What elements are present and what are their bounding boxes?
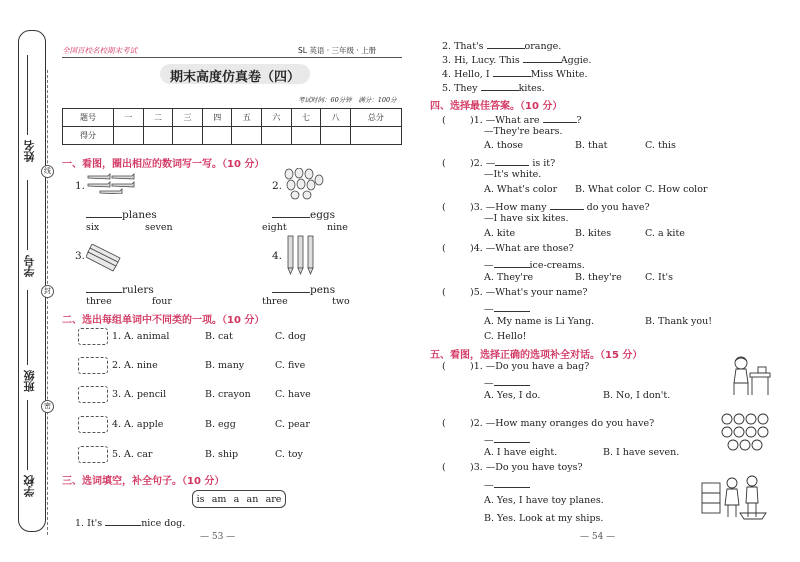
bank-word: a [233,493,240,505]
score-cell[interactable] [232,127,262,145]
item-number: 4. [272,250,283,262]
option-b[interactable]: B. crayon [205,389,251,400]
score-cell[interactable] [321,127,351,145]
school-label: 学校 [23,475,36,497]
option-b[interactable]: B. What color [575,184,641,195]
response: — [484,301,530,315]
row-number: 5. [112,449,122,460]
series-name: 全国百校名校期末考试 [62,46,137,55]
option-c[interactable]: C. this [645,140,676,151]
class-line [27,290,28,365]
time-score: 考试时间：60分钟 满分：100分 [298,96,397,104]
girl-desk-picture [728,355,772,397]
score-cell[interactable] [202,127,232,145]
question: ( )3. —How many do you have? [442,199,650,213]
header-rule [62,57,402,58]
section-3-title: 三、选词填空，补全句子。（10 分） [62,476,225,487]
option-word[interactable]: seven [145,222,173,233]
option-c[interactable]: C. How color [645,184,708,195]
item-number: 2. [272,180,283,192]
answer-paren[interactable]: ( [442,361,446,372]
class-label: 班级 [23,370,36,392]
option-a[interactable]: A. I have eight. [484,447,558,458]
score-table [62,108,402,145]
section-1-title: 一、看图，圈出相应的数词写一写。（10 分） [62,159,265,170]
id-line [27,180,28,250]
option-a[interactable]: A. My name is Li Yang. [484,316,595,327]
answer-box[interactable] [78,328,108,345]
table-cell: 四 [202,109,232,127]
name-line [27,55,28,135]
fill-blank[interactable] [493,66,531,77]
fill-sentence: 1. It's nice dog. [75,515,185,529]
oranges-picture [720,412,772,452]
option-word[interactable]: two [332,296,350,307]
children-toys-picture [700,473,770,521]
fill-blank[interactable] [105,515,141,526]
answer-box[interactable] [78,357,108,374]
bank-word: an [246,493,259,505]
answer-box[interactable] [78,416,108,433]
question: ( )1. —What are ? [442,112,582,126]
option-b[interactable]: B. many [205,360,245,371]
option-word[interactable]: six [86,222,100,233]
score-cell[interactable] [173,127,203,145]
answer-line-eggs[interactable]: eggs [272,207,335,221]
name-label: 姓名 [23,140,36,162]
page-number-left: — 53 — [200,532,236,542]
option-c[interactable]: C. have [275,389,311,400]
table-cell: 三 [173,109,203,127]
question: ( )5. —What's your name? [442,287,588,298]
score-cell[interactable] [143,127,173,145]
item-number: 3. [75,250,86,262]
section-4-title: 四、选择最佳答案。（10 分） [430,101,563,112]
response: —I have six kites. [484,213,569,224]
row-number: 3. [112,389,122,400]
option-b[interactable]: B. cat [205,331,233,342]
section-5-title: 五、看图，选择正确的选项补全对话。（15 分） [430,350,643,361]
row-number: 2. [112,360,122,371]
fill-sentence: 3. Hi, Lucy. This Aggie. [442,52,591,66]
option-a[interactable]: A. What's color [484,184,558,195]
answer-paren[interactable]: ( [442,462,446,473]
score-cell[interactable] [114,127,144,145]
score-cell[interactable] [350,127,401,145]
question: ( )2. — is it? [442,155,555,169]
student-id-label: 学号 [23,255,36,277]
binding-ring: 封 [41,285,54,298]
row-number: 1. [112,331,122,342]
option-c[interactable]: C. a kite [645,228,685,239]
planes-icon [86,172,136,194]
option-b[interactable]: B. egg [205,419,236,430]
option-word[interactable]: three [262,296,288,307]
binding-strip [18,30,46,532]
option-c[interactable]: C. toy [275,449,303,460]
option-a[interactable]: A. They're [484,272,534,283]
table-cell: 得分 [63,127,114,145]
option-b[interactable]: B. kites [575,228,612,239]
table-cell: 五 [232,109,262,127]
option-b[interactable]: B. No, I don't. [603,390,671,401]
table-cell: 七 [291,109,321,127]
response: — [484,477,530,491]
page-title: 期末高度仿真卷（四） [169,70,300,85]
option-a[interactable]: A. apple [124,419,164,430]
book-info: SL 英语 · 三年级 · 上册 [298,46,377,55]
response: — [484,432,530,446]
answer-line-pens[interactable]: pens [272,282,335,296]
answer-paren[interactable]: ( [442,287,446,298]
answer-paren[interactable]: ( [442,158,446,169]
answer-paren[interactable]: ( [442,202,446,213]
question: ( )2. —How many oranges do you have? [442,418,655,429]
question: ( )3. —Do you have toys? [442,462,583,473]
table-cell: 六 [262,109,292,127]
option-word[interactable]: eight [262,222,287,233]
fill-blank[interactable] [523,52,561,63]
option-b[interactable]: B. they're [575,272,622,283]
binding-ring: 密 [41,400,54,413]
answer-box[interactable] [78,446,108,463]
row-number: 4. [112,419,122,430]
response: —It's white. [484,169,542,180]
option-word[interactable]: four [152,296,172,307]
score-cell[interactable] [291,127,321,145]
page-number-right: — 54 — [580,532,616,542]
option-a[interactable]: A. Yes, I do. [484,390,541,401]
option-c[interactable]: C. five [275,360,306,371]
option-c[interactable]: C. It's [645,272,674,283]
binding-ring: 线 [41,165,54,178]
answer-box[interactable] [78,386,108,403]
option-a[interactable]: A. car [124,449,153,460]
item-number: 1. [75,180,86,192]
option-c[interactable]: C. dog [275,331,306,342]
option-a[interactable]: A. those [484,140,524,151]
word-bank [192,490,286,508]
table-cell: 总分 [350,109,401,127]
option-b[interactable]: B. ship [205,449,239,460]
pens-icon [285,234,317,276]
fill-blank[interactable] [487,38,525,49]
response: — ice-creams. [484,257,585,271]
school-line [27,400,28,470]
option-a[interactable]: A. pencil [124,389,167,400]
fill-blank[interactable] [481,80,519,91]
response: —They're bears. [484,126,563,137]
option-a[interactable]: A. Yes, I have toy planes. [484,495,604,506]
answer-paren[interactable]: ( [442,418,446,429]
option-c[interactable]: C. pear [275,419,310,430]
rulers-icon [86,244,122,274]
table-cell: 二 [143,109,173,127]
option-c[interactable]: C. Hello! [484,331,527,342]
option-word[interactable]: three [86,296,112,307]
option-b[interactable]: B. Thank you! [645,316,713,327]
option-b[interactable]: B. Yes. Look at my ships. [484,513,604,524]
table-cell: 八 [321,109,351,127]
response: — [484,375,530,389]
fill-sentence: 2. That's orange. [442,38,561,52]
option-a[interactable]: A. animal [124,331,170,342]
bank-word: are [265,493,282,505]
fill-sentence: 4. Hello, I Miss White. [442,66,588,80]
option-word[interactable]: nine [327,222,348,233]
fill-sentence: 5. They kites. [442,80,545,94]
question: ( )4. —What are those? [442,243,574,254]
cut-line [47,70,48,535]
answer-line-planes[interactable]: planes [86,207,157,221]
bank-word: am [211,493,227,505]
option-b[interactable]: B. that [575,140,608,151]
answer-paren[interactable]: ( [442,243,446,254]
eggs-icon [283,168,325,200]
section-2-title: 二、选出每组单词中不同类的一项。（10 分） [62,315,265,326]
question: ( )1. —Do you have a bag? [442,361,590,372]
score-cell[interactable] [262,127,292,145]
option-b[interactable]: B. I have seven. [603,447,680,458]
table-cell: 题号 [63,109,114,127]
bank-word: is [196,493,205,505]
option-a[interactable]: A. kite [484,228,516,239]
table-cell: 一 [114,109,144,127]
option-a[interactable]: A. nine [124,360,158,371]
answer-line-rulers[interactable]: rulers [86,282,154,296]
answer-paren[interactable]: ( [442,115,446,126]
